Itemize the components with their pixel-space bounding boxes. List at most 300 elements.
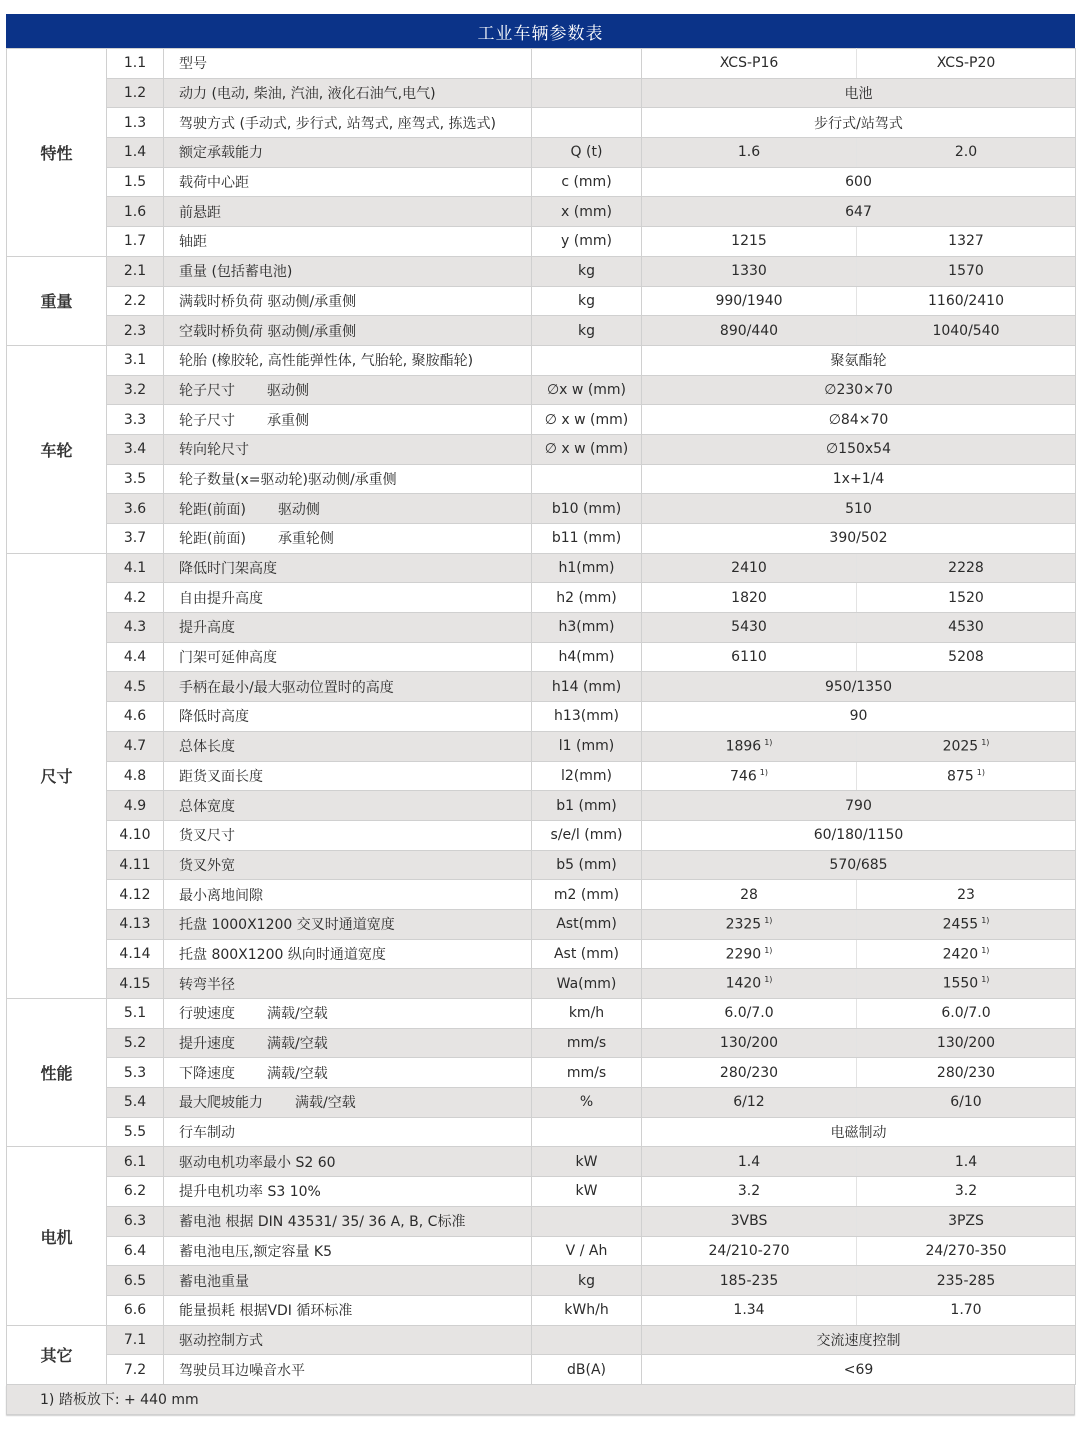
value-text: 1570 <box>948 263 984 280</box>
table-row <box>7 820 1076 850</box>
description-text: 前悬距 <box>179 204 221 221</box>
item-description <box>164 1355 532 1385</box>
footnote-marker: 1) <box>759 767 768 777</box>
item-number: 4.3 <box>107 613 164 643</box>
item-description <box>164 78 532 108</box>
value-text: 1040/540 <box>932 322 1000 339</box>
unit-cell <box>532 108 642 138</box>
description-text: 下降速度 <box>179 1065 235 1082</box>
shared-value-cell: ∅150x54 <box>642 434 1076 464</box>
table-row <box>7 375 1076 405</box>
value-xcs-p20 <box>857 731 1076 761</box>
description-text: 蓄电池电压,额定容量 K5 <box>179 1243 332 1260</box>
value-text: 130/200 <box>719 1035 779 1052</box>
unit-cell: m2 (mm) <box>532 880 642 910</box>
value-xcs-p16 <box>642 1236 857 1266</box>
value-xcs-p20 <box>857 553 1076 583</box>
item-description <box>164 1266 532 1296</box>
item-number: 1.1 <box>107 49 164 79</box>
unit-cell: Wa(mm) <box>532 969 642 999</box>
value-text: 1.4 <box>737 1153 761 1170</box>
item-description <box>164 850 532 880</box>
footnote-marker: 1) <box>764 945 773 955</box>
value-text: 6/10 <box>950 1094 982 1111</box>
description-text: 型号 <box>179 56 207 73</box>
item-description <box>164 316 532 346</box>
item-description <box>164 731 532 761</box>
value-xcs-p16 <box>642 227 857 257</box>
value-xcs-p16 <box>642 969 857 999</box>
unit-cell: l1 (mm) <box>532 731 642 761</box>
table-row <box>7 1266 1076 1296</box>
unit-cell: ∅ x w (mm) <box>532 434 642 464</box>
value-text: 1420 <box>725 975 762 992</box>
description-text: 门架可延伸高度 <box>179 650 277 667</box>
description-text: 轮距(前面) <box>179 531 246 548</box>
unit-cell <box>532 49 642 79</box>
description-text: 空载时桥负荷 驱动侧/承重侧 <box>179 323 357 340</box>
unit-cell: h4(mm) <box>532 642 642 672</box>
item-number: 4.15 <box>107 969 164 999</box>
item-description <box>164 909 532 939</box>
value-xcs-p16 <box>642 1295 857 1325</box>
unit-cell: V / Ah <box>532 1236 642 1266</box>
description-text: 转向轮尺寸 <box>179 442 249 459</box>
value-text: 2410 <box>731 560 767 577</box>
value-text: 1327 <box>948 233 984 250</box>
item-description <box>164 791 532 821</box>
item-description <box>164 1058 532 1088</box>
value-xcs-p20 <box>857 1206 1076 1236</box>
category-cell: 重量 <box>7 256 107 345</box>
table-row <box>7 969 1076 999</box>
unit-cell: kg <box>532 286 642 316</box>
value-text: 1.70 <box>950 1302 982 1319</box>
description-text: 自由提升高度 <box>179 590 263 607</box>
unit-cell <box>532 1325 642 1355</box>
table-row <box>7 464 1076 494</box>
value-xcs-p16 <box>642 1177 857 1207</box>
shared-value-cell: 90 <box>642 702 1076 732</box>
item-number: 1.3 <box>107 108 164 138</box>
table-row <box>7 1325 1076 1355</box>
item-number: 7.1 <box>107 1325 164 1355</box>
unit-cell: Ast(mm) <box>532 909 642 939</box>
value-xcs-p16 <box>642 1058 857 1088</box>
item-description <box>164 375 532 405</box>
value-text: 3.2 <box>737 1183 761 1200</box>
value-xcs-p16 <box>642 1206 857 1236</box>
item-description <box>164 286 532 316</box>
value-text: 185-235 <box>719 1272 779 1289</box>
table-row <box>7 434 1076 464</box>
table-row <box>7 553 1076 583</box>
description-text: 轮子尺寸 <box>179 382 235 399</box>
value-xcs-p16 <box>642 1028 857 1058</box>
item-number: 3.4 <box>107 434 164 464</box>
value-xcs-p16 <box>642 138 857 168</box>
unit-cell: km/h <box>532 999 642 1029</box>
shared-value-cell: 聚氨酯轮 <box>642 345 1076 375</box>
value-text: 24/210-270 <box>708 1242 790 1259</box>
value-text: 2290 <box>725 946 762 963</box>
description-text: 转弯半径 <box>179 976 235 993</box>
value-text: 1215 <box>731 233 767 250</box>
footnote-marker: 1) <box>764 915 773 925</box>
shared-value-cell: 647 <box>642 197 1076 227</box>
description-text: 最大爬坡能力 <box>179 1095 263 1112</box>
unit-cell: x (mm) <box>532 197 642 227</box>
value-xcs-p16 <box>642 1088 857 1118</box>
table-row <box>7 316 1076 346</box>
value-xcs-p20 <box>857 49 1076 79</box>
unit-cell <box>532 345 642 375</box>
unit-cell: l2(mm) <box>532 761 642 791</box>
unit-cell: kg <box>532 1266 642 1296</box>
value-xcs-p20 <box>857 761 1076 791</box>
unit-cell: h1(mm) <box>532 553 642 583</box>
item-description <box>164 1117 532 1147</box>
item-number: 6.2 <box>107 1177 164 1207</box>
description-text: 提升电机功率 S3 10% <box>179 1184 321 1201</box>
value-xcs-p20 <box>857 1058 1076 1088</box>
description-text: 蓄电池重量 <box>179 1273 249 1290</box>
item-description <box>164 1325 532 1355</box>
item-description <box>164 613 532 643</box>
unit-cell: dB(A) <box>532 1355 642 1385</box>
unit-cell: b10 (mm) <box>532 494 642 524</box>
value-text: 6.0/7.0 <box>724 1005 774 1022</box>
value-text: 280/230 <box>719 1064 779 1081</box>
item-number: 4.11 <box>107 850 164 880</box>
table-row <box>7 761 1076 791</box>
value-xcs-p20 <box>857 613 1076 643</box>
table-row <box>7 286 1076 316</box>
description-text: 轮距(前面) <box>179 501 246 518</box>
description-qualifier: 满载/空载 <box>267 1065 328 1082</box>
value-xcs-p16 <box>642 939 857 969</box>
item-description <box>164 1177 532 1207</box>
item-number: 4.4 <box>107 642 164 672</box>
item-description <box>164 405 532 435</box>
table-row <box>7 672 1076 702</box>
item-number: 6.4 <box>107 1236 164 1266</box>
value-text: 235-285 <box>936 1272 996 1289</box>
description-text: 货叉外宽 <box>179 857 235 874</box>
table-row <box>7 345 1076 375</box>
spec-sheet <box>6 14 1075 1415</box>
value-xcs-p16 <box>642 1147 857 1177</box>
value-text: 3.2 <box>954 1183 978 1200</box>
unit-cell: ∅ x w (mm) <box>532 405 642 435</box>
value-text: 3PZS <box>948 1213 984 1230</box>
value-text: 2025 <box>942 738 979 755</box>
item-description <box>164 702 532 732</box>
item-description <box>164 1206 532 1236</box>
item-number: 3.5 <box>107 464 164 494</box>
value-text: 1820 <box>731 589 767 606</box>
description-text: 轮子尺寸 <box>179 412 235 429</box>
unit-cell: Q (t) <box>532 138 642 168</box>
item-number: 1.5 <box>107 167 164 197</box>
table-row <box>7 494 1076 524</box>
item-number: 4.10 <box>107 820 164 850</box>
value-text: 1550 <box>942 975 979 992</box>
description-text: 总体宽度 <box>179 798 235 815</box>
value-xcs-p20 <box>857 909 1076 939</box>
description-text: 动力 (电动, 柴油, 汽油, 液化石油气,电气) <box>179 86 436 103</box>
item-number: 3.6 <box>107 494 164 524</box>
category-cell: 其它 <box>7 1325 107 1384</box>
value-xcs-p16 <box>642 553 857 583</box>
item-number: 1.6 <box>107 197 164 227</box>
table-row <box>7 791 1076 821</box>
unit-cell: % <box>532 1088 642 1118</box>
item-description <box>164 1147 532 1177</box>
item-number: 4.8 <box>107 761 164 791</box>
item-description <box>164 434 532 464</box>
shared-value-cell: 950/1350 <box>642 672 1076 702</box>
item-number: 5.5 <box>107 1117 164 1147</box>
description-text: 降低时高度 <box>179 709 249 726</box>
value-xcs-p16 <box>642 880 857 910</box>
value-text: 130/200 <box>936 1035 996 1052</box>
table-row <box>7 1117 1076 1147</box>
value-text: 2325 <box>725 916 762 933</box>
value-text: 23 <box>957 886 975 903</box>
value-text: 6/12 <box>733 1094 765 1111</box>
item-description <box>164 49 532 79</box>
value-xcs-p16 <box>642 642 857 672</box>
table-row <box>7 939 1076 969</box>
shared-value-cell: <69 <box>642 1355 1076 1385</box>
description-text: 托盘 800X1200 纵向时通道宽度 <box>179 946 386 963</box>
item-description <box>164 583 532 613</box>
description-qualifier: 满载/空载 <box>267 1006 328 1023</box>
unit-cell: s/e/l (mm) <box>532 820 642 850</box>
value-text: 890/440 <box>719 322 779 339</box>
item-description <box>164 345 532 375</box>
value-xcs-p20 <box>857 1295 1076 1325</box>
item-number: 3.7 <box>107 524 164 554</box>
value-xcs-p16 <box>642 613 857 643</box>
unit-cell: b1 (mm) <box>532 791 642 821</box>
table-row <box>7 909 1076 939</box>
item-number: 4.14 <box>107 939 164 969</box>
table-row <box>7 108 1076 138</box>
item-number: 1.7 <box>107 227 164 257</box>
table-row <box>7 1236 1076 1266</box>
unit-cell: kWh/h <box>532 1295 642 1325</box>
description-text: 手柄在最小/最大驱动位置时的高度 <box>179 679 394 696</box>
value-xcs-p20 <box>857 1147 1076 1177</box>
shared-value-cell: 1x+1/4 <box>642 464 1076 494</box>
item-description <box>164 939 532 969</box>
value-text: 1.34 <box>733 1302 765 1319</box>
value-xcs-p16 <box>642 583 857 613</box>
description-qualifier: 驱动侧 <box>277 501 320 518</box>
category-cell: 性能 <box>7 999 107 1147</box>
table-row <box>7 642 1076 672</box>
item-description <box>164 820 532 850</box>
unit-cell <box>532 78 642 108</box>
description-text: 蓄电池 根据 DIN 43531/ 35/ 36 A, B, C标准 <box>179 1214 466 1231</box>
description-text: 行驶速度 <box>179 1006 235 1023</box>
unit-cell <box>532 464 642 494</box>
item-number: 4.9 <box>107 791 164 821</box>
value-xcs-p20 <box>857 286 1076 316</box>
description-text: 驾驶员耳边噪音水平 <box>179 1362 305 1379</box>
description-text: 重量 (包括蓄电池) <box>179 264 293 281</box>
table-row <box>7 850 1076 880</box>
description-qualifier: 承重轮侧 <box>277 531 334 548</box>
item-number: 6.6 <box>107 1295 164 1325</box>
value-xcs-p16 <box>642 999 857 1029</box>
unit-cell <box>532 1117 642 1147</box>
unit-cell: h14 (mm) <box>532 672 642 702</box>
shared-value-cell: 390/502 <box>642 524 1076 554</box>
table-row <box>7 256 1076 286</box>
value-text: 3VBS <box>730 1213 768 1230</box>
value-xcs-p20 <box>857 1088 1076 1118</box>
item-description <box>164 1088 532 1118</box>
table-row <box>7 227 1076 257</box>
item-description <box>164 1028 532 1058</box>
item-description <box>164 969 532 999</box>
footnote-marker: 1) <box>764 975 773 985</box>
description-text: 额定承载能力 <box>179 145 263 162</box>
value-text: XCS-P20 <box>936 55 996 72</box>
description-text: 载荷中心距 <box>179 175 249 192</box>
value-text: XCS-P16 <box>719 55 779 72</box>
value-xcs-p16 <box>642 256 857 286</box>
item-number: 5.2 <box>107 1028 164 1058</box>
value-xcs-p20 <box>857 642 1076 672</box>
shared-value-cell: ∅230×70 <box>642 375 1076 405</box>
item-number: 5.4 <box>107 1088 164 1118</box>
table-row <box>7 999 1076 1029</box>
unit-cell: b5 (mm) <box>532 850 642 880</box>
value-text: 5208 <box>948 649 984 666</box>
spec-table <box>6 48 1076 1385</box>
item-number: 4.1 <box>107 553 164 583</box>
footnote-marker: 1) <box>981 737 990 747</box>
value-text: 6.0/7.0 <box>941 1005 991 1022</box>
value-xcs-p20 <box>857 256 1076 286</box>
unit-cell: y (mm) <box>532 227 642 257</box>
item-description <box>164 1295 532 1325</box>
item-description <box>164 197 532 227</box>
value-text: 1330 <box>731 263 767 280</box>
item-description <box>164 999 532 1029</box>
item-description <box>164 880 532 910</box>
footnote-marker: 1) <box>976 767 985 777</box>
table-row <box>7 1206 1076 1236</box>
value-xcs-p20 <box>857 1266 1076 1296</box>
value-text: 1160/2410 <box>928 292 1004 309</box>
value-xcs-p20 <box>857 969 1076 999</box>
item-description <box>164 227 532 257</box>
description-text: 轮胎 (橡胶轮, 高性能弹性体, 气胎轮, 聚胺酯轮) <box>179 353 474 370</box>
description-text: 驾驶方式 (手动式, 步行式, 站驾式, 座驾式, 拣选式) <box>179 115 496 132</box>
item-number: 2.2 <box>107 286 164 316</box>
value-text: 4530 <box>948 619 984 636</box>
item-number: 1.4 <box>107 138 164 168</box>
item-description <box>164 138 532 168</box>
unit-cell <box>532 1206 642 1236</box>
value-xcs-p16 <box>642 49 857 79</box>
value-xcs-p16 <box>642 286 857 316</box>
description-qualifier: 驱动侧 <box>267 382 309 399</box>
item-number: 6.3 <box>107 1206 164 1236</box>
value-xcs-p16 <box>642 761 857 791</box>
item-number: 3.2 <box>107 375 164 405</box>
value-text: 1896 <box>725 738 762 755</box>
shared-value-cell: 510 <box>642 494 1076 524</box>
unit-cell: kW <box>532 1177 642 1207</box>
table-row <box>7 167 1076 197</box>
value-text: 2455 <box>942 916 979 933</box>
footnote-marker: 1) <box>981 945 990 955</box>
description-text: 距货叉面长度 <box>179 768 263 785</box>
description-text: 能量损耗 根据VDI 循环标准 <box>179 1303 353 1320</box>
category-cell: 尺寸 <box>7 553 107 998</box>
unit-cell: h2 (mm) <box>532 583 642 613</box>
description-text: 驱动电机功率最小 S2 60 <box>179 1154 336 1171</box>
item-number: 4.12 <box>107 880 164 910</box>
value-xcs-p20 <box>857 1236 1076 1266</box>
item-description <box>164 256 532 286</box>
table-row <box>7 880 1076 910</box>
table-title: 工业车辆参数表 <box>6 14 1075 48</box>
item-number: 6.5 <box>107 1266 164 1296</box>
value-text: 24/270-350 <box>925 1242 1007 1259</box>
table-row <box>7 524 1076 554</box>
item-description <box>164 108 532 138</box>
table-row <box>7 1028 1076 1058</box>
value-text: 746 <box>730 768 757 785</box>
item-number: 3.3 <box>107 405 164 435</box>
value-xcs-p20 <box>857 999 1076 1029</box>
item-description <box>164 494 532 524</box>
category-cell: 特性 <box>7 49 107 257</box>
value-text: 1.4 <box>954 1153 978 1170</box>
item-description <box>164 464 532 494</box>
description-text: 降低时门架高度 <box>179 561 277 578</box>
footnote-marker: 1) <box>981 975 990 985</box>
unit-cell: kW <box>532 1147 642 1177</box>
item-description <box>164 642 532 672</box>
category-cell: 车轮 <box>7 345 107 553</box>
description-text: 轴距 <box>179 234 207 251</box>
value-text: 875 <box>947 768 974 785</box>
shared-value-cell: 电磁制动 <box>642 1117 1076 1147</box>
table-row <box>7 583 1076 613</box>
value-xcs-p20 <box>857 1177 1076 1207</box>
item-description <box>164 761 532 791</box>
value-xcs-p16 <box>642 731 857 761</box>
shared-value-cell: 570/685 <box>642 850 1076 880</box>
unit-cell: mm/s <box>532 1058 642 1088</box>
footnote-marker: 1) <box>764 737 773 747</box>
item-description <box>164 167 532 197</box>
value-text: 6110 <box>731 649 767 666</box>
table-row <box>7 1177 1076 1207</box>
description-qualifier: 承重侧 <box>267 412 309 429</box>
item-number: 3.1 <box>107 345 164 375</box>
table-row <box>7 1147 1076 1177</box>
item-description <box>164 553 532 583</box>
